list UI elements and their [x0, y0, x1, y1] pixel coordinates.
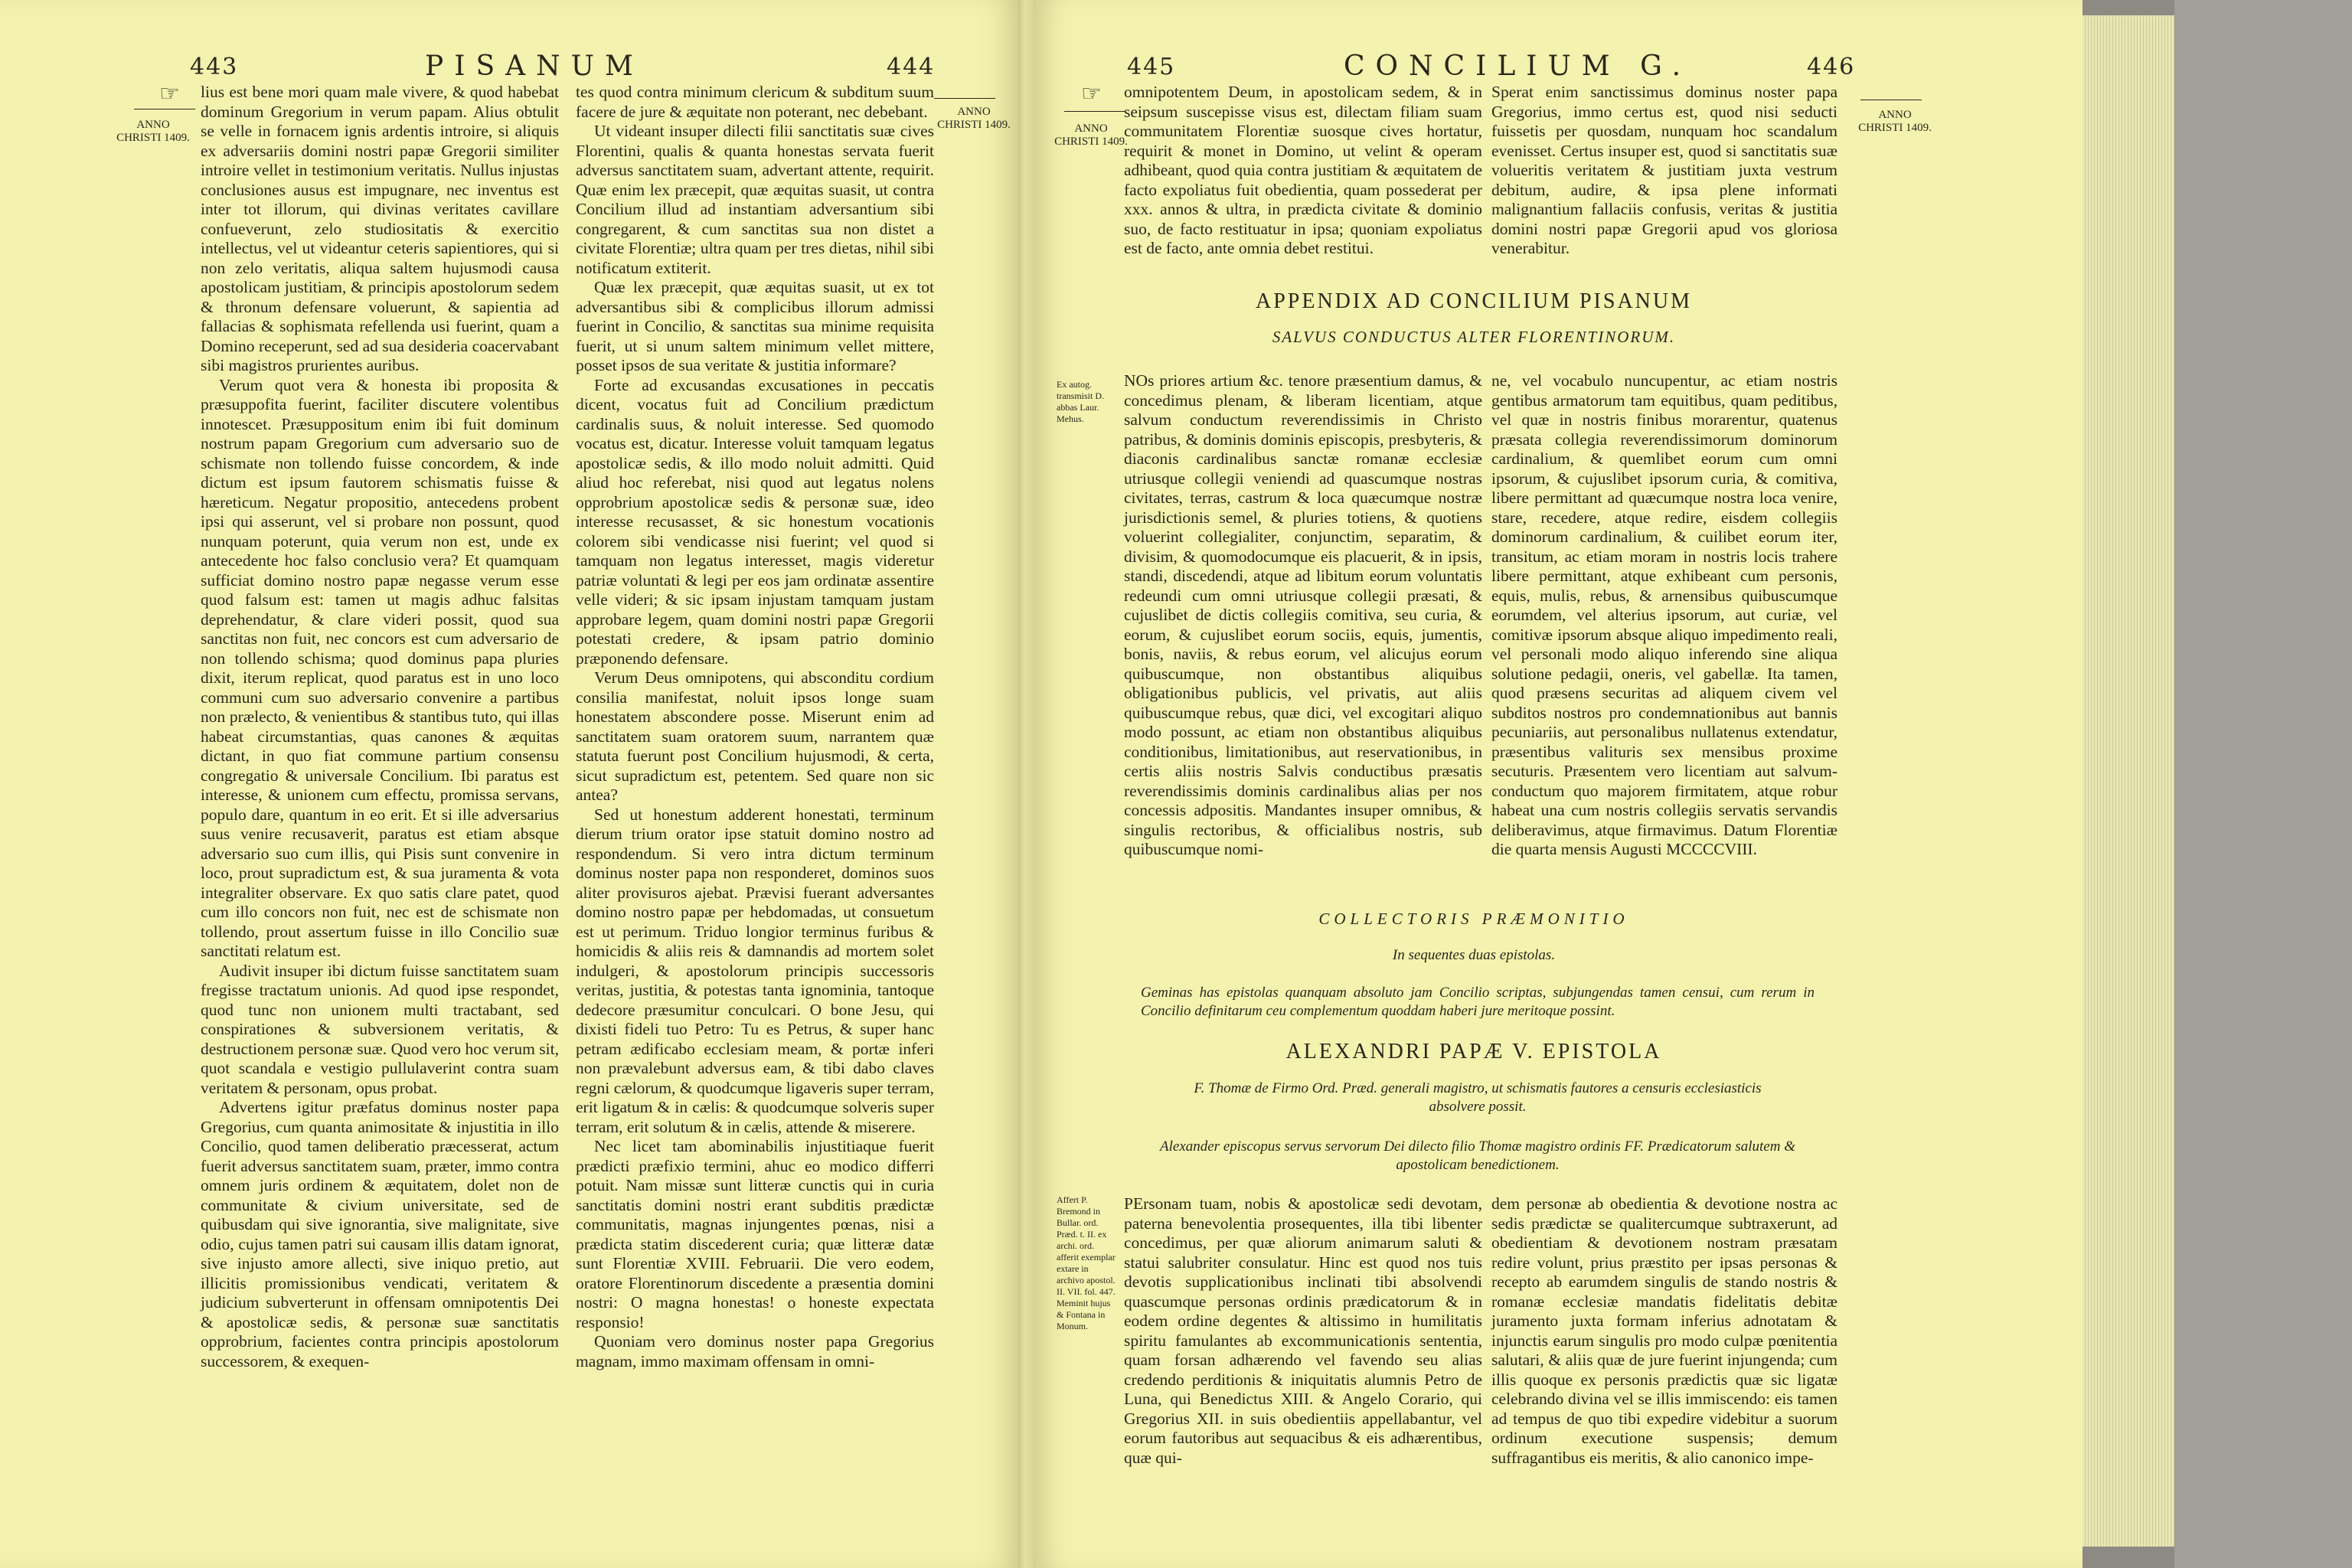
paragraph: Verum Deus omnipotens, qui absconditu cordium consilia manifestat, noluit ipsos longe suam honestatem abscondere posse. Miserunt enim ad sanctitatem suam oratorem suum, narrantem quæ statuta fuerunt post Concilium hujusmodi, & certa, sicut supradictum est, petentem. Sed quare non sic antea? — [576, 668, 934, 804]
year-margin-note: ANNO CHRISTI 1409. — [1054, 122, 1128, 148]
paragraph: omnipotentem Deum, in apostolicam sedem, & in seipsum suscepisse visus est, dilectam filiam suam communitatem Florentiæ suosque cives hortatur, requirit & monet in Domino, ut velint & operam adhibeant, quod quia contra justitiam & æquitatem de facto expoliatus fuit obedientia, quam possederat per xxx. annos & ultra, in prædicta civitate & dominio suo, de facto restituatur in ipsa; quoniam expoliatus est de facto, ante omnia debet restitui. — [1124, 83, 1482, 257]
text-column-left — [201, 83, 559, 1537]
paragraph: ne, vel vocabulo nuncupentur, ac etiam nostris gentibus armatorum tam equitibus, quam peditibus, vel quæ in nostris finibus morarentur, quatenus præsata collegia reverendissimorum dominorum cardinalium, & quemlibet eorum cum omni ipsorum, & cujuslibet ipsorum curia, & comitiva, libere permittant ad quæcumque nostra loca venire, stare, recedere, atque redire, eisdem collegiis dominorum cardinalium, & cuilibet eorum iter, transitum, ac etiam moram in nostris locis trahere libere permittant, atque exhibeant cum personis, equis, mulis, rebus, & arnensibus quibuscumque eorumdem, vel alterius ipsorum, aut curiæ, vel comitivæ ipsorum absque aliquo impedimento reali, vel personali modo aliquo inferendo sine aliqua solutione pedagii, oneris, vel gabellæ. Ita tamen, quod præsens securitas ad aliquem civem vel subditos nostros pro condemnationibus aut bannis pecuniariis, aut personalibus nullatenus extendatur, præsentibus valituris sex mensibus proxime secuturis. Præsentem vero licentiam aut salvum-conductum quo majorem firmitatem, atque robur habeat una cum nostris collegiis servatis servandis deliberavimus, atque firmavimus. Datum Florentiæ die quarta mensis Augusti MCCCCVIII. — [1491, 371, 1838, 858]
text-column-right — [576, 83, 934, 1537]
alexandri-salutation: Alexander episcopus servus servorum Dei dilecto filio Thomæ magistro ordinis FF. Prædicatorum salutem & apostolicam benedictionem. — [1160, 1138, 1795, 1173]
salvus-heading: SALVUS CONDUCTUS ALTER FLORENTINORUM. — [1272, 328, 1676, 346]
source-margin-note: Ex autog. transmisit D. abbas Laur. Mehus. — [1057, 379, 1104, 424]
page-number: 445 — [1127, 54, 1176, 80]
text-column-right — [1491, 371, 1838, 860]
alexandri-heading: ALEXANDRI PAPÆ V. EPISTOLA — [1285, 1040, 1662, 1063]
paragraph: PErsonam tuam, nobis & apostolicæ sedi devotam, paterna benevolentia prosequentes, illa tibi libenter concedimus, per quæ aliorum animarum saluti & statui salubriter consulatur. Hinc est quod nos tuis devotis supplicationibus inclinati tibi absolvendi quascumque personas ordinis prædicatorum & in eodem ordine degentes & altissimo in humilitatis spiritu famulantes ab excommunicationis sententia, quam forsan adhærendo vel favendo seu alias credendo perditionis & iniquitatis alumnis Petro de Luna, qui Benedictus XIII. & Angelo Corario, qui Gregorius XII. in suis obedientiis appellabantur, vel eorum fautoribus aut sequacibus & eis adhærentibus, quæ qui- — [1124, 1194, 1482, 1467]
paragraph: Ut videant insuper dilecti filii sanctitatis suæ cives Florentini, qualis & quanta honestas servata fuerit adversus sanctitatem suam, advertant attente, requirit. Quæ enim lex præcepit, quæ æquitas suasit, ut contra Concilium illud ad instantiam adversantium sibi congregarent, & cum sanctitas sua non distet a civitate Florentiæ; ultra quam per tres dietas, nihil sibi notificatum extiterit. — [576, 122, 934, 277]
paragraph: lius est bene mori quam male vivere, & quod habebat dominum Gregorium in verum papam. Alius obtulit se velle in fornacem ignis ardentis introire, si aliquis ex adversariis domini nostri papæ Gregorii similiter introire vellet in testimonium veritatis. Nullus injustas conclusiones ausus est impugnare, nec inventus est inter tot illorum, qui divinas veritates cavillare confueverunt, zelo studiositatis & exercitio intellectus, vel ut videantur ceteris sapientiores, qui si non zelo veritatis, aliqua saltem hujusmodi causa apostolicam justitiam, & principis apostolorum sedem & thronum defensare voluerunt, & sapientia ad fallacias & sophismata refellenda usi fuerint, quam a Domino receperunt, sed ad sua desideria coacervabant sibi magistros prurientes auribus. — [201, 83, 559, 374]
text-column-left — [1124, 371, 1482, 860]
collectoris-text: Geminas has epistolas quanquam absoluto jam Concilio scriptas, subjungendas tamen censui, cum rerum in Concilio definitarum ceu complementum quoddam haberi jure meritoque possint. — [1141, 985, 1815, 1019]
divider — [934, 98, 995, 99]
year-margin-note: ANNO CHRISTI 1409. — [116, 119, 190, 144]
paragraph: Forte ad excusandas excusationes in peccatis dicent, vocatus fuit ad Concilium prædictum cardinalis suus, & noluit interesse. Sed quomodo vocatus est, dicatur. Interesse voluit tamquam legatus apostolicæ sedis, & illo modo noluit admitti. Quid aliud hoc referebat, nisi quod aut legatus nolens opprobrium apostolicæ sedis & personæ suæ, ideo interesse recusasset, & sic honestum vocationis colorem sibi vendicasse nisi fuerint; vel quod si tamquam non legatus interesset, magis videretur patriæ voluntati & legi per eos jam ordinatæ assentire velle videri; & sic ipsam injustam tamquam justam approbare legem, quam domini nostri papæ Gregorii potestati credere, & ipsam patrio dominio præponendo defensare. — [576, 375, 934, 668]
collectoris-heading: COLLECTORIS PRÆMONITIO — [1318, 910, 1629, 928]
paragraph: Nec licet tam abominabilis injustitiaque fuerit prædicti præfixio termini, ahuc eo modico differri potuit. Nam missæ sunt litteræ cunctis qui in curia sanctitatis domini nostri erant subditis prædictæ communitatis, magnas injungentes pœnas, nisi a prædicta statim discederent curia; quæ litteræ datæ sunt Florentiæ XVIII. Februarii. Die vero eodem, oratore Florentinorum discedente a præsentia domini nostri: O magna honestas! o honeste expectata responsio! — [576, 1137, 934, 1331]
running-head: CONCILIUM G. — [1344, 51, 1692, 82]
paragraph: Sperat enim sanctissimus dominus noster papa Gregorius, immo certus est, quod nisi seducti fuissetis per quosdam, nunquam hoc scandalum evenisset. Certus insuper est, quod si sanctitatis suæ volueritis veritatem & justitiam juxta vestrum debitum, audire, & ipsa plene informati malignantium fallaciis confusis, veritas & justitia domini nostri papæ Gregorii apud vos gloriosa venerabitur. — [1491, 83, 1838, 257]
text-column-left — [1124, 83, 1482, 259]
paragraph: tes quod contra minimum clericum & subditum suum facere de jure & æquitate non poterant, nec debebant. — [576, 83, 934, 121]
page-edges — [2082, 15, 2174, 1547]
running-head: PISANUM — [425, 51, 644, 82]
paragraph: Verum quot vera & honesta ibi proposita & præsuppofita fuerint, faciliter discutere volentibus innotescet. Præsuppositum enim ibi fuit dominum nostrum papam Gregorium cum adversario suo de schismate non tollendo fuisse concordem, & inde dictum est ipsum fautorem schismatis fuisse & hæreticum. Negatur propositio, antecedens probent ipsi qui asserunt, vel si probare non possunt, quod nunquam poterunt, quia verum non est, unde ex antecedente hoc falso conclusio vera? Et quamquam sufficiat domino nostro papæ negasse verum esse quod falsum est: tamen ut magis adhuc falsitas deprehendatur, & clare videri possit, quod sua sanctitas non fuit, nec concors est cum adversario de non tollendo schisma; quod dominus papa pluries dixit, iterum replicat, quod paratus est in uno loco communi cum suo adversario convenire a partibus non prælecto, & venientibus & stantibus tuto, qui illas habeat circumstantias, quas canones & æquitas dictant, in quo fiat commune partium consensu congregatio & universale Concilium. Ibi paratus est interesse, & unionem cum effectu, promissa servans, populo dare, quantum in eo erit. Et si ille adversarius suus venire recusaverit, paratus est etiam absque adversario suo cum illis, qui Pisis sunt convenire in loco, prout supradictum est, & sua juramenta & vota integraliter observare. Ex quo satis clare patet, quod cum illo concors non fuit, nec est de schismate non tollendo, prout assertum fuisse in illo Concilio suæ sanctitati relatum est. — [201, 375, 559, 960]
left-page — [0, 0, 1018, 1568]
page-number: 444 — [887, 54, 936, 80]
text-column-left — [1124, 1194, 1482, 1468]
paragraph: Advertens igitur præfatus dominus noster papa Gregorius, cum quanta animositate & injustitia in illo Concilio, quod tamen deliberatio præcesserat, actum fuerit adversus sanctitatem suam, præter, immo contra omnem juris ordinem & æquitatem, dolet non de communitate & civium universitate, sed de quibusdam qui sive ignorantia, sive malignitate, sive odio, cujus tamen patri sui causam illis datam ignorat, sive injusto amore allecti, sive iniquo pretio, aut illicitis promissionibus vendicati, veritatem & judicium subverterunt in offensam omnipotentis Dei & apostolicæ sedis, & personæ suæ sanctitatis opprobrium, facientes contra principis apostolorum successorem, & exequen- — [201, 1098, 559, 1370]
pointing-hand-icon: ☞ — [159, 80, 180, 107]
text-column-right — [1491, 1194, 1838, 1468]
right-page — [1034, 0, 2082, 1568]
alexandri-subheading: F. Thomæ de Firmo Ord. Præd. generali magistro, ut schismatis fautores a censuris ecclesiasticis absolvere possit. — [1194, 1080, 1762, 1115]
background-surface — [2174, 0, 2352, 1568]
page-number: 443 — [190, 54, 239, 80]
source-margin-note: Affert P. Bremond in Bullar. ord. Præd. t. II. ex archi. ord. afferit exemplar extare in archivo apostol. II. VII. fol. 447. Meminit hujus & Fontana in Monum. — [1057, 1194, 1116, 1331]
year-margin-note: ANNO CHRISTI 1409. — [1858, 109, 1932, 134]
book-gutter — [1018, 0, 1034, 1568]
year-margin-note: ANNO CHRISTI 1409. — [937, 106, 1011, 131]
text-column-right — [1491, 83, 1838, 259]
paragraph: Quæ lex præcepit, quæ æquitas suasit, ut ex tot adversantibus sibi & complicibus illorum admissi fuerint in Concilio, & sanctitas sua minime requisita fuerit, ut si unum saltem minimum vellet mittere, posset ipsos de sua veritate & justitia informare? — [576, 278, 934, 374]
paragraph: dem personæ ab obedientia & devotione nostra ac sedis prædictæ se qualitercumque subtraxerunt, ad obedientiam & devotionem nostram præsatam redire volunt, prius præstito per ipsas personas & recepto ab earumdem singulis de stando nostris & romanæ ecclesiæ mandatis fidelitatis debitæ juramento juxta formam inferius adnotatam & injunctis earum singulis pro modo culpæ pœnitentia salutari, & aliis quæ de jure fuerint injungenda; cum illis quoque ex personis prædictis quæ sic ligatæ celebrando divina vel se illis immiscendo: eis tamen ad tempus de quo tibi expedire videbitur a suorum ordinum executione suspensis; demum suffragantibus eis meritis, & alio canonico impe- — [1491, 1194, 1838, 1467]
collectoris-subheading: In sequentes duas epistolas. — [1392, 947, 1556, 963]
paragraph: Quoniam vero dominus noster papa Gregorius magnam, immo maximam offensam in omni- — [576, 1332, 934, 1370]
paragraph: NOs priores artium &c. tenore præsentium damus, & concedimus plenam, & liberam licentiam, atque salvum conductum reverendissimis in Christo patribus, & dominis dominis episcopis, presbyteris, & diaconis cardinalibus sanctæ romanæ ecclesiæ utriusque collegii veniendi ad quascumque nostras civitates, terras, castrum & loca quæcumque nostræ jurisdictionis semel, & pluries totiens, & quotiens voluerint collegialiter, conjunctim, separatim, & divisim, & quomodocumque eis placuerit, & in ipsis, standi, discedendi, atque ad libitum eorum voluntatis redeundi cum omni utriusque collegii præsati, & cujuslibet de dictis collegiis comitiva, seu curia, & eorum, & cujuslibet eorum sociis, equis, jumentis, bonis, naviis, & rebus eorum, vel alicujus eorum quibuscumque, non obstantibus aliquibus obligationibus publicis, vel privatis, aut aliis quibuscumque rebus, quæ dici, vel excogitari aliquo modo possunt, ac etiam non obstantibus aliquibus conditionibus, limitationibus, aut reservationibus, in certis aliis nostris Salvis conductibus præsatis reverendissimis dominis cardinalibus alias per nos concessis adpositis. Mandantes insuper omnibus, & singulis rectoribus, & officialibus nostris, sub quibuscumque nomi- — [1124, 371, 1482, 858]
appendix-heading: APPENDIX AD CONCILIUM PISANUM — [1255, 289, 1693, 313]
divider — [1064, 111, 1125, 112]
pointing-hand-icon: ☞ — [1081, 80, 1102, 107]
paragraph: Sed ut honestum adderent honestati, terminum dierum trium orator ipse statuit domino nostro ad respondendum. Si vero intra dictum terminum dominus noster papa non responderet, dominos suos aliter provisuros ajebat. Prævisi fuerant adversantes domino nostro papæ per hebdomadas, ut consuetum est ut perimum. Triduo longior terminus furibus & homicidis & aliis reis & damnandis ad mortem solet indulgeri, & apostolorum principis successoris veritas, justitia, & potestas tanta ignominia, tantoque dedecore præsumitur conculcari. O bone Jesu, qui dixisti fideli tuo Petro: Tu es Petrus, & super hanc petram ædificabo ecclesiam meam, & portæ inferi non prævalebunt adversus eam, & tibi dabo claves regni cælorum, & quodcumque ligaveris super terram, erit ligatum & in cælis: & quodcumque solveris super terram, erit solutum & in cælis, attende & miserere. — [576, 805, 934, 1136]
paragraph: Audivit insuper ibi dictum fuisse sanctitatem suam fregisse tractatum unionis. Ad quod ipse respondet, quod tunc non unionem multi tractabant, sed conspirationes & subversionem veritatis, & destructionem personæ suæ. Quod vero hoc verum sit, quot scandala e vestigio pullulaverint contra suam veritatem & personam, opus probat. — [201, 961, 559, 1097]
page-number: 446 — [1807, 54, 1856, 80]
